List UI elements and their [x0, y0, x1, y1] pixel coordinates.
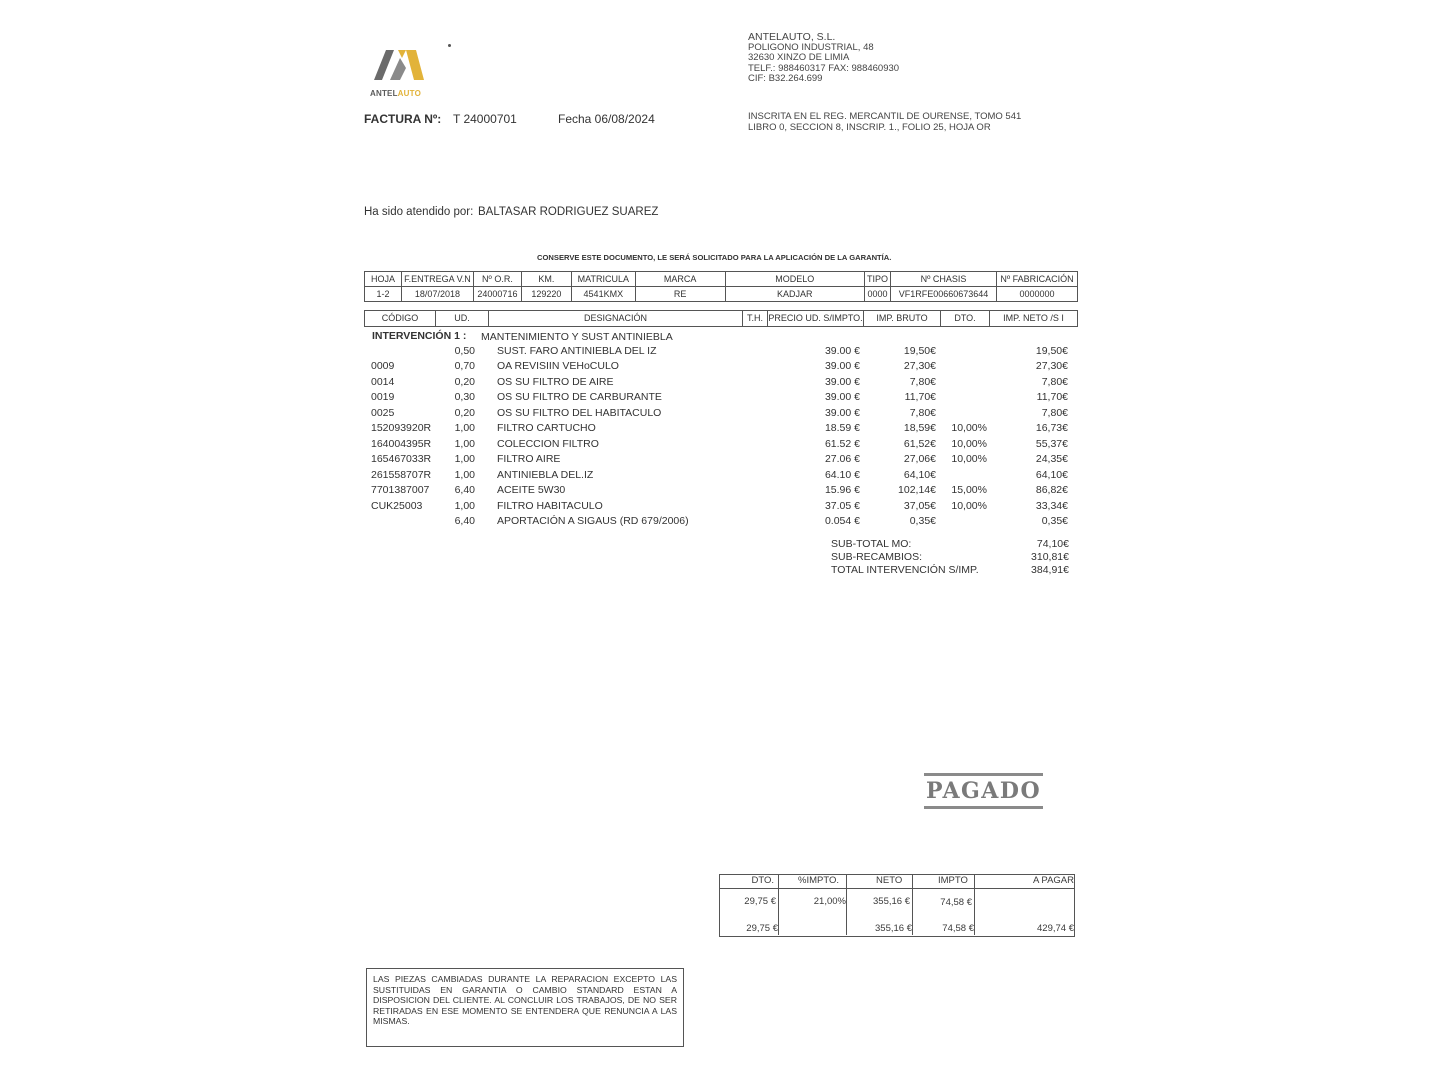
vehicle-header-cell: F.ENTREGA V.N	[401, 272, 473, 287]
intervention-label: INTERVENCIÓN 1 :	[372, 330, 467, 342]
intervention-title: MANTENIMIENTO Y SUST ANTINIEBLA	[481, 331, 673, 343]
line-unit-price: 0.054 €	[824, 514, 860, 527]
line-code: 0025	[371, 406, 395, 419]
line-description: APORTACIÓN A SIGAUS (RD 679/2006)	[497, 514, 689, 527]
line-discount: 10,00%	[951, 437, 987, 450]
subtotal-label: SUB-TOTAL MO:	[831, 538, 912, 550]
line-discount: 10,00%	[951, 422, 987, 435]
line-gross: 7,80€	[909, 375, 936, 388]
line-description: COLECCION FILTRO	[497, 437, 599, 450]
vehicle-header-row	[365, 272, 1078, 287]
line-qty: 0,20	[454, 406, 475, 419]
vehicle-header-cell: Nº FABRICACIÓN	[996, 272, 1077, 287]
line-qty: 1,00	[454, 453, 475, 466]
line-description: OS SU FILTRO DEL HABITACULO	[497, 406, 662, 419]
line-description: OA REVISIIN VEHoCULO	[497, 360, 619, 373]
attended-by: BALTASAR RODRIGUEZ SUAREZ	[478, 206, 659, 218]
company-phone: TELF.: 988460317 FAX: 988460930	[748, 62, 900, 74]
summary-header-cell: NETO	[876, 875, 903, 886]
vehicle-header-cell: HOJA	[365, 272, 402, 287]
attended-label: Ha sido atendido por:	[364, 206, 474, 218]
line-code: 7701387007	[371, 484, 430, 497]
vehicle-value-cell: 0000000	[996, 287, 1077, 302]
vehicle-value-cell: 0000	[865, 287, 891, 302]
line-unit-price: 39.00 €	[824, 406, 860, 419]
line-gross: 64,10€	[903, 468, 936, 481]
subtotal-value: 74,10€	[1036, 538, 1069, 550]
summary-total-to-pay: 429,74 €	[1037, 923, 1074, 934]
subtotal-row	[831, 538, 1069, 551]
line-net: 55,37€	[1035, 437, 1068, 450]
subtotal-value: 384,91€	[1031, 564, 1069, 576]
line-net: 27,30€	[1035, 360, 1068, 373]
company-address: POLIGONO INDUSTRIAL, 48	[748, 41, 874, 53]
line-discount: 15,00%	[951, 484, 987, 497]
line-code: 0019	[371, 391, 395, 404]
vehicle-header-cell: Nº CHASIS	[891, 272, 997, 287]
summary-header-rule	[720, 888, 1074, 889]
summary-neto-total: 355,16 €	[875, 923, 912, 934]
line-qty: 0,30	[454, 391, 475, 404]
vehicle-header-cell: MODELO	[725, 272, 865, 287]
summary-divider	[974, 875, 975, 935]
line-code: 164004395R	[371, 437, 432, 450]
line-discount	[944, 514, 987, 529]
summary-divider	[778, 875, 779, 935]
line-net: 33,34€	[1035, 499, 1068, 512]
subtotal-row	[831, 564, 1069, 577]
line-code: 152093920R	[371, 422, 432, 435]
logo-text: ANTELAUTO	[370, 89, 421, 98]
line-code: 165467033R	[371, 453, 432, 466]
line-discount	[944, 344, 987, 359]
subtotal-value: 310,81€	[1031, 551, 1069, 563]
invoice-date: Fecha 06/08/2024	[558, 112, 655, 126]
subtotal-label: TOTAL INTERVENCIÓN S/IMP.	[831, 564, 979, 576]
invoice-label: FACTURA Nº:	[364, 112, 442, 126]
line-unit-price: 39.00 €	[824, 345, 860, 357]
line-gross: 19,50€	[903, 345, 936, 357]
line-unit-price: 15.96 €	[824, 484, 860, 497]
vehicle-value-cell: RE	[635, 287, 725, 302]
line-discount	[944, 390, 987, 405]
line-gross: 37,05€	[903, 499, 936, 512]
registry-line-1: INSCRITA EN EL REG. MERCANTIL DE OURENSE, TOMO 541	[748, 111, 1022, 122]
vehicle-value-row	[365, 287, 1078, 302]
line-net: 7,80€	[1041, 406, 1068, 419]
line-unit-price: 39.00 €	[824, 375, 860, 388]
paid-stamp: PAGADO	[924, 773, 1043, 809]
line-unit-price: 61.52 €	[824, 437, 860, 450]
line-net: 19,50€	[1035, 345, 1068, 357]
line-description: FILTRO CARTUCHO	[497, 422, 596, 435]
parts-notice: LAS PIEZAS CAMBIADAS DURANTE LA REPARACION EXCEPTO LAS SUSTITUIDAS EN GARANTIA O CAMBIO STANDARD ESTAN A DISPOSICION DEL CLIENTE. AL CONCLUIR LOS TRABAJOS, DE NO SER RETIRADAS EN ESE MOMENTO SE ENTENDERA QUE RENUNCIA A LAS MISMAS.	[366, 968, 684, 1047]
line-code: 261558707R	[371, 468, 432, 481]
line-qty: 0,70	[454, 360, 475, 373]
line-net: 64,10€	[1035, 468, 1068, 481]
col-header-dto: DTO.	[940, 310, 989, 327]
vehicle-header-cell: KM.	[521, 272, 571, 287]
company-city: 32630 XINZO DE LIMIA	[748, 52, 850, 63]
logo-mark-icon	[370, 44, 430, 84]
line-discount	[944, 468, 987, 483]
line-net: 0,35€	[1041, 514, 1068, 527]
company-logo	[370, 44, 430, 96]
line-qty: 1,00	[454, 499, 475, 512]
vehicle-header-cell: TIPO	[865, 272, 891, 287]
summary-box	[719, 874, 1075, 937]
line-description: SUST. FARO ANTINIEBLA DEL IZ	[497, 345, 657, 357]
subtotals	[831, 538, 1069, 577]
company-cif: CIF: B32.264.699	[748, 73, 823, 84]
vehicle-value-cell: 4541KMX	[571, 287, 635, 302]
line-gross: 0,35€	[909, 514, 936, 527]
invoice-number: T 24000701	[453, 112, 517, 126]
line-qty: 1,00	[454, 422, 475, 435]
summary-header-cell: %IMPTO.	[798, 875, 839, 886]
col-header-neto: IMP. NETO /S I	[989, 310, 1078, 327]
line-gross: 7,80€	[909, 406, 936, 419]
line-unit-price: 39.00 €	[824, 391, 860, 404]
summary-header-cell: IMPTO	[938, 875, 968, 886]
vehicle-value-cell: 24000716	[473, 287, 521, 302]
line-unit-price: 18.59 €	[824, 422, 860, 435]
line-code: 0014	[371, 375, 395, 388]
line-code: CUK25003	[371, 499, 423, 512]
summary-header-cell: DTO.	[751, 875, 774, 886]
line-unit-price: 64.10 €	[824, 468, 860, 481]
company-info	[748, 32, 899, 85]
company-registry	[748, 112, 1021, 133]
vehicle-table	[364, 271, 1078, 302]
summary-dto-total: 29,75 €	[746, 923, 778, 934]
line-qty: 6,40	[454, 484, 475, 497]
line-gross: 27,06€	[903, 453, 936, 466]
vehicle-value-cell: KADJAR	[725, 287, 865, 302]
line-description: FILTRO AIRE	[497, 453, 561, 466]
summary-divider	[912, 875, 913, 935]
company-name: ANTELAUTO, S.L.	[748, 31, 836, 43]
line-code	[371, 514, 451, 529]
subtotal-label: SUB-RECAMBIOS:	[831, 551, 923, 563]
line-description: FILTRO HABITACULO	[497, 499, 603, 512]
subtotal-row	[831, 551, 1069, 564]
registry-line-2: LIBRO 0, SECCION 8, INSCRIP. 1., FOLIO 25, HOJA OR	[748, 121, 991, 133]
line-gross: 11,70€	[904, 391, 936, 404]
summary-impto: 74,58 €	[940, 897, 972, 908]
line-qty: 6,40	[454, 514, 475, 527]
line-discount	[944, 359, 987, 374]
warranty-notice: CONSERVE ESTE DOCUMENTO, LE SERÁ SOLICITADO PARA LA APLICACIÓN DE LA GARANTÍA.	[537, 253, 892, 262]
line-description: ANTINIEBLA DEL.IZ	[497, 468, 594, 481]
line-gross: 102,14€	[898, 484, 936, 497]
vehicle-value-cell: 18/07/2018	[401, 287, 473, 302]
line-net: 7,80€	[1041, 375, 1068, 388]
summary-divider	[846, 875, 847, 935]
summary-neto: 355,16 €	[873, 896, 910, 907]
line-net: 86,82€	[1035, 484, 1068, 497]
line-gross: 61,52€	[903, 437, 936, 450]
vehicle-value-cell: 1-2	[365, 287, 402, 302]
col-header-th: T.H.	[742, 310, 767, 327]
col-header-designacion: DESIGNACIÓN	[488, 310, 742, 327]
dot-mark	[448, 44, 451, 47]
line-code	[371, 344, 451, 359]
vehicle-header-cell: MATRICULA	[571, 272, 635, 287]
line-qty: 1,00	[454, 468, 475, 481]
line-unit-price: 27.06 €	[824, 453, 860, 466]
line-qty: 0,20	[454, 375, 475, 388]
line-description: OS SU FILTRO DE CARBURANTE	[497, 391, 662, 404]
line-discount: 10,00%	[951, 499, 987, 512]
line-gross: 27,30€	[903, 360, 936, 373]
line-unit-price: 37.05 €	[824, 499, 860, 512]
summary-impto-pct: 21,00%	[813, 896, 846, 907]
summary-dto: 29,75 €	[744, 896, 776, 907]
vehicle-value-cell: VF1RFE00660673644	[891, 287, 997, 302]
line-description: ACEITE 5W30	[497, 484, 566, 497]
vehicle-header-cell: MARCA	[635, 272, 725, 287]
col-header-codigo: CÓDIGO	[364, 310, 435, 327]
summary-impto-total: 74,58 €	[942, 923, 974, 934]
col-header-ud: UD.	[435, 310, 488, 327]
vehicle-header-cell: Nº O.R.	[473, 272, 521, 287]
line-discount	[944, 406, 987, 421]
line-unit-price: 39.00 €	[824, 360, 860, 373]
col-header-bruto: IMP. BRUTO	[863, 310, 940, 327]
line-code: 0009	[371, 360, 395, 373]
line-description: OS SU FILTRO DE AIRE	[497, 375, 614, 388]
line-qty: 1,00	[454, 437, 475, 450]
col-header-precio: PRECIO UD. S/IMPTO.	[767, 310, 863, 327]
summary-header-cell: A PAGAR	[1032, 875, 1074, 886]
line-qty: 0,50	[454, 345, 475, 357]
line-discount: 10,00%	[951, 453, 987, 466]
line-net: 11,70€	[1036, 391, 1068, 404]
line-gross: 18,59€	[903, 422, 936, 435]
line-discount	[944, 375, 987, 390]
line-net: 16,73€	[1035, 422, 1068, 435]
line-net: 24,35€	[1035, 453, 1068, 466]
vehicle-value-cell: 129220	[521, 287, 571, 302]
